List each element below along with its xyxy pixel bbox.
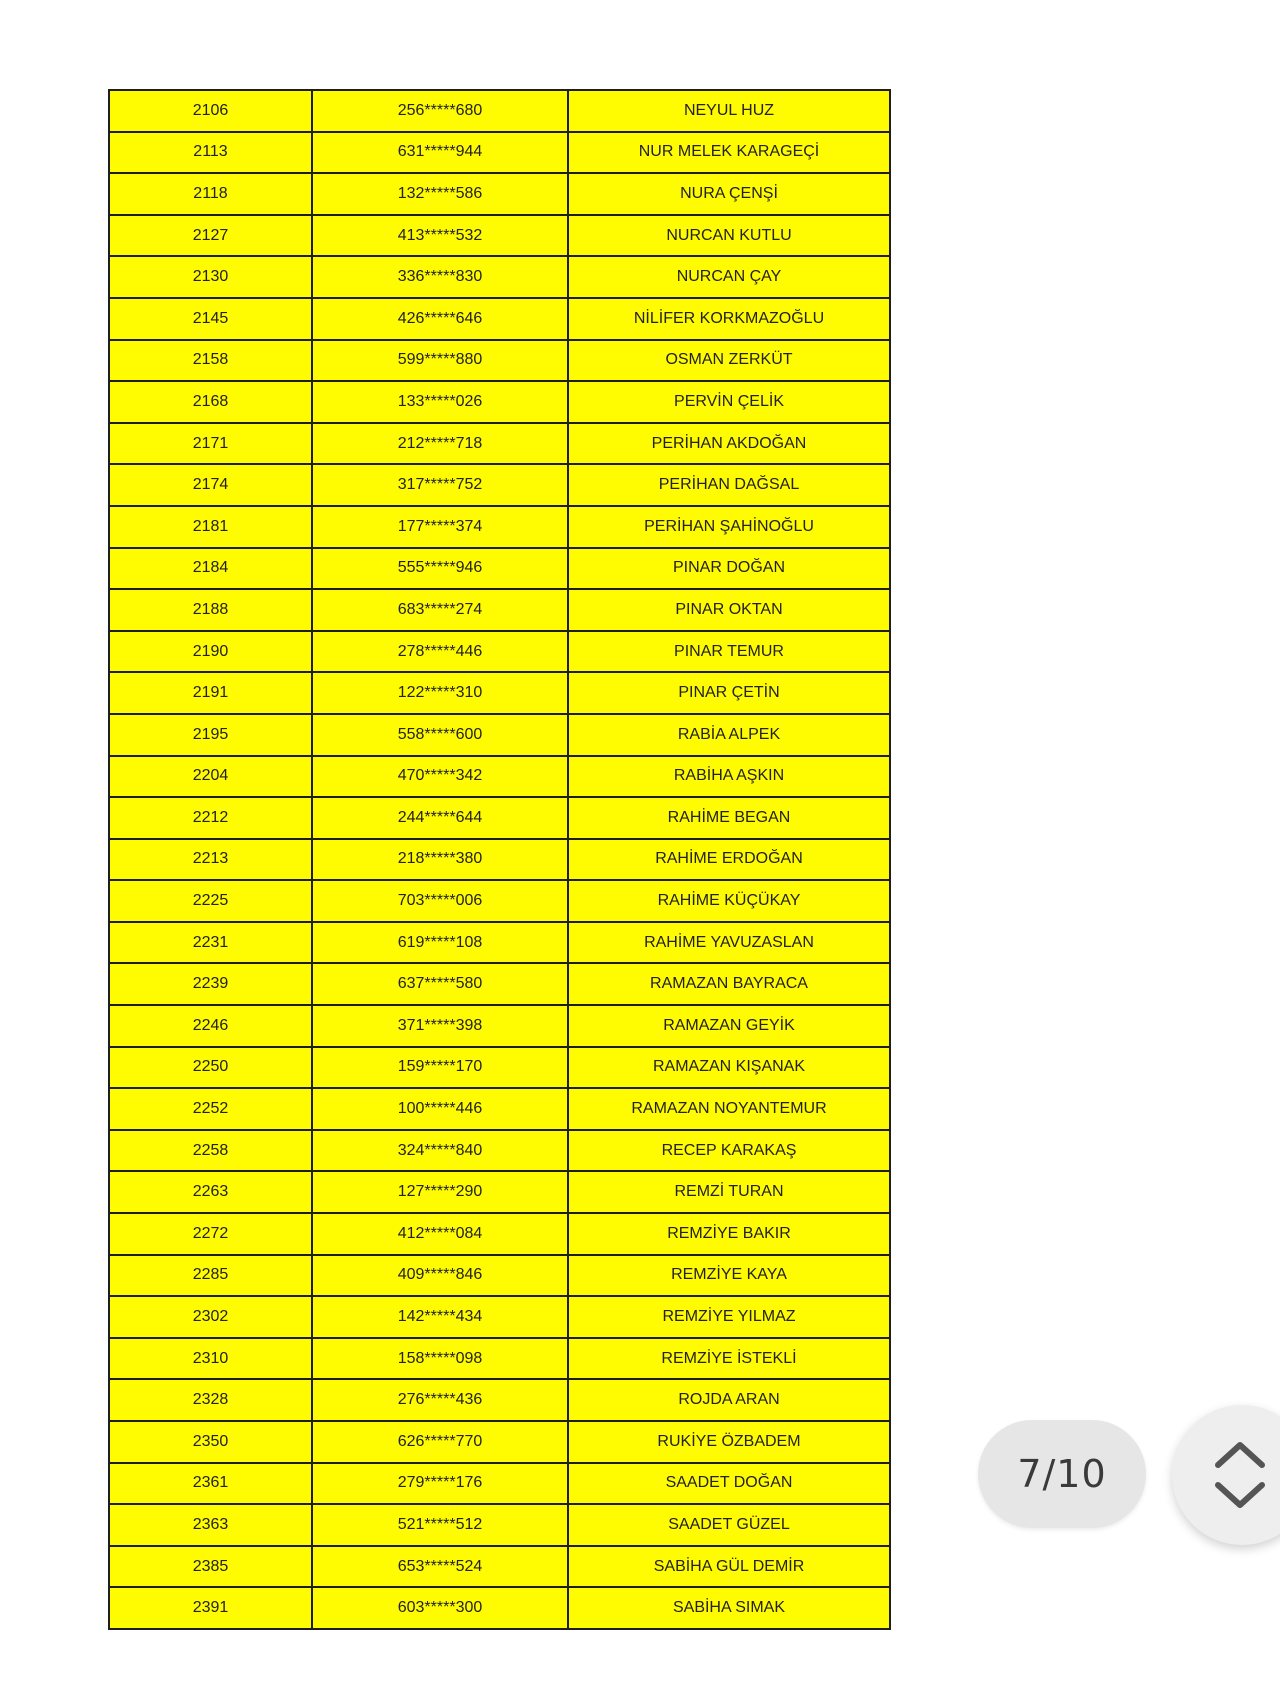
masked-id-cell: 521*****512 — [312, 1504, 568, 1546]
masked-id-cell: 279*****176 — [312, 1463, 568, 1505]
full-name-cell: NEYUL HUZ — [568, 90, 890, 132]
row-number-cell: 2258 — [109, 1130, 312, 1172]
table-row — [109, 1338, 890, 1380]
table-row — [109, 1005, 890, 1047]
table-row — [109, 756, 890, 798]
row-number-cell: 2213 — [109, 839, 312, 881]
table-row — [109, 1421, 890, 1463]
masked-id-cell: 626*****770 — [312, 1421, 568, 1463]
full-name-cell: REMZİYE İSTEKLİ — [568, 1338, 890, 1380]
full-name-cell: REMZİYE YILMAZ — [568, 1296, 890, 1338]
full-name-cell: RABİA ALPEK — [568, 714, 890, 756]
full-name-cell: OSMAN ZERKÜT — [568, 340, 890, 382]
row-number-cell: 2250 — [109, 1047, 312, 1089]
full-name-cell: RAMAZAN BAYRACA — [568, 963, 890, 1005]
table-row — [109, 1171, 890, 1213]
masked-id-cell: 631*****944 — [312, 132, 568, 174]
full-name-cell: RABİHA AŞKIN — [568, 756, 890, 798]
row-number-cell: 2184 — [109, 548, 312, 590]
table-row — [109, 1130, 890, 1172]
masked-id-cell: 100*****446 — [312, 1088, 568, 1130]
masked-id-cell: 603*****300 — [312, 1587, 568, 1629]
row-number-cell: 2118 — [109, 173, 312, 215]
row-number-cell: 2246 — [109, 1005, 312, 1047]
row-number-cell: 2385 — [109, 1546, 312, 1588]
table-row — [109, 1546, 890, 1588]
row-number-cell: 2212 — [109, 797, 312, 839]
masked-id-cell: 371*****398 — [312, 1005, 568, 1047]
table-row — [109, 1255, 890, 1297]
masked-id-cell: 637*****580 — [312, 963, 568, 1005]
full-name-cell: RECEP KARAKAŞ — [568, 1130, 890, 1172]
table-row — [109, 1088, 890, 1130]
full-name-cell: SAADET DOĞAN — [568, 1463, 890, 1505]
row-number-cell: 2310 — [109, 1338, 312, 1380]
table-row — [109, 132, 890, 174]
table-row — [109, 839, 890, 881]
row-number-cell: 2272 — [109, 1213, 312, 1255]
full-name-cell: NİLİFER KORKMAZOĞLU — [568, 298, 890, 340]
masked-id-cell: 159*****170 — [312, 1047, 568, 1089]
full-name-cell: NURCAN ÇAY — [568, 256, 890, 298]
table-row — [109, 90, 890, 132]
table-row — [109, 1379, 890, 1421]
table-row — [109, 797, 890, 839]
full-name-cell: RAMAZAN KIŞANAK — [568, 1047, 890, 1089]
full-name-cell: RAHİME ERDOĞAN — [568, 839, 890, 881]
row-number-cell: 2225 — [109, 880, 312, 922]
masked-id-cell: 278*****446 — [312, 631, 568, 673]
row-number-cell: 2204 — [109, 756, 312, 798]
row-number-cell: 2191 — [109, 672, 312, 714]
full-name-cell: PINAR ÇETİN — [568, 672, 890, 714]
masked-id-cell: 426*****646 — [312, 298, 568, 340]
row-number-cell: 2328 — [109, 1379, 312, 1421]
masked-id-cell: 317*****752 — [312, 464, 568, 506]
full-name-cell: SABİHA SIMAK — [568, 1587, 890, 1629]
full-name-cell: PERİHAN ŞAHİNOĞLU — [568, 506, 890, 548]
masked-id-cell: 558*****600 — [312, 714, 568, 756]
masked-id-cell: 703*****006 — [312, 880, 568, 922]
table-row — [109, 1047, 890, 1089]
row-number-cell: 2231 — [109, 922, 312, 964]
full-name-cell: PINAR DOĞAN — [568, 548, 890, 590]
masked-id-cell: 158*****098 — [312, 1338, 568, 1380]
row-number-cell: 2302 — [109, 1296, 312, 1338]
table-row — [109, 340, 890, 382]
row-number-cell: 2181 — [109, 506, 312, 548]
table-row — [109, 506, 890, 548]
table-row — [109, 464, 890, 506]
full-name-cell: REMZİ TURAN — [568, 1171, 890, 1213]
table-row — [109, 1296, 890, 1338]
masked-id-cell: 132*****586 — [312, 173, 568, 215]
row-number-cell: 2239 — [109, 963, 312, 1005]
row-number-cell: 2391 — [109, 1587, 312, 1629]
masked-id-cell: 683*****274 — [312, 589, 568, 631]
full-name-cell: SABİHA GÜL DEMİR — [568, 1546, 890, 1588]
table-row — [109, 381, 890, 423]
masked-id-cell: 256*****680 — [312, 90, 568, 132]
row-number-cell: 2171 — [109, 423, 312, 465]
full-name-cell: NUR MELEK KARAGEÇİ — [568, 132, 890, 174]
table-row — [109, 256, 890, 298]
table-row — [109, 672, 890, 714]
full-name-cell: RAMAZAN NOYANTEMUR — [568, 1088, 890, 1130]
full-name-cell: PERVİN ÇELİK — [568, 381, 890, 423]
row-number-cell: 2113 — [109, 132, 312, 174]
table-row — [109, 215, 890, 257]
row-number-cell: 2130 — [109, 256, 312, 298]
table-row — [109, 963, 890, 1005]
masked-id-cell: 555*****946 — [312, 548, 568, 590]
masked-id-cell: 127*****290 — [312, 1171, 568, 1213]
row-number-cell: 2263 — [109, 1171, 312, 1213]
masked-id-cell: 336*****830 — [312, 256, 568, 298]
masked-id-cell: 276*****436 — [312, 1379, 568, 1421]
table-row — [109, 1587, 890, 1629]
table-row — [109, 423, 890, 465]
row-number-cell: 2188 — [109, 589, 312, 631]
full-name-cell: PINAR OKTAN — [568, 589, 890, 631]
full-name-cell: RAHİME BEGAN — [568, 797, 890, 839]
table-row — [109, 298, 890, 340]
full-name-cell: SAADET GÜZEL — [568, 1504, 890, 1546]
masked-id-cell: 412*****084 — [312, 1213, 568, 1255]
full-name-cell: PERİHAN DAĞSAL — [568, 464, 890, 506]
row-number-cell: 2285 — [109, 1255, 312, 1297]
masked-id-cell: 470*****342 — [312, 756, 568, 798]
row-number-cell: 2127 — [109, 215, 312, 257]
row-number-cell: 2195 — [109, 714, 312, 756]
masked-id-cell: 142*****434 — [312, 1296, 568, 1338]
chevron-down-icon — [1218, 1485, 1262, 1505]
full-name-cell: RAMAZAN GEYİK — [568, 1005, 890, 1047]
masked-id-cell: 653*****524 — [312, 1546, 568, 1588]
masked-id-cell: 619*****108 — [312, 922, 568, 964]
full-name-cell: NURA ÇENŞİ — [568, 173, 890, 215]
masked-id-cell: 244*****644 — [312, 797, 568, 839]
masked-id-cell: 599*****880 — [312, 340, 568, 382]
full-name-cell: RAHİME KÜÇÜKAY — [568, 880, 890, 922]
full-name-cell: REMZİYE KAYA — [568, 1255, 890, 1297]
row-number-cell: 2168 — [109, 381, 312, 423]
masked-id-cell: 177*****374 — [312, 506, 568, 548]
full-name-cell: REMZİYE BAKIR — [568, 1213, 890, 1255]
row-number-cell: 2145 — [109, 298, 312, 340]
full-name-cell: NURCAN KUTLU — [568, 215, 890, 257]
row-number-cell: 2361 — [109, 1463, 312, 1505]
scroll-arrows-icon — [1210, 1439, 1274, 1511]
table-row — [109, 589, 890, 631]
table-row — [109, 880, 890, 922]
masked-id-cell: 409*****846 — [312, 1255, 568, 1297]
full-name-cell: ROJDA ARAN — [568, 1379, 890, 1421]
table-row — [109, 1504, 890, 1546]
row-number-cell: 2363 — [109, 1504, 312, 1546]
masked-id-cell: 212*****718 — [312, 423, 568, 465]
table-row — [109, 548, 890, 590]
table-row — [109, 631, 890, 673]
full-name-cell: PERİHAN AKDOĞAN — [568, 423, 890, 465]
full-name-cell: RUKİYE ÖZBADEM — [568, 1421, 890, 1463]
masked-id-cell: 413*****532 — [312, 215, 568, 257]
table-row — [109, 1213, 890, 1255]
full-name-cell: PINAR TEMUR — [568, 631, 890, 673]
row-number-cell: 2190 — [109, 631, 312, 673]
masked-id-cell: 133*****026 — [312, 381, 568, 423]
chevron-up-icon — [1218, 1445, 1262, 1465]
page-scroll-button[interactable] — [1172, 1405, 1280, 1545]
masked-id-cell: 218*****380 — [312, 839, 568, 881]
table-row — [109, 922, 890, 964]
table-row — [109, 714, 890, 756]
masked-id-cell: 122*****310 — [312, 672, 568, 714]
row-number-cell: 2350 — [109, 1421, 312, 1463]
results-table — [108, 89, 891, 1630]
row-number-cell: 2252 — [109, 1088, 312, 1130]
page-indicator: 7/10 — [978, 1420, 1146, 1528]
table-row — [109, 1463, 890, 1505]
full-name-cell: RAHİME YAVUZASLAN — [568, 922, 890, 964]
row-number-cell: 2174 — [109, 464, 312, 506]
row-number-cell: 2106 — [109, 90, 312, 132]
table-body — [109, 90, 890, 1629]
row-number-cell: 2158 — [109, 340, 312, 382]
table-row — [109, 173, 890, 215]
masked-id-cell: 324*****840 — [312, 1130, 568, 1172]
